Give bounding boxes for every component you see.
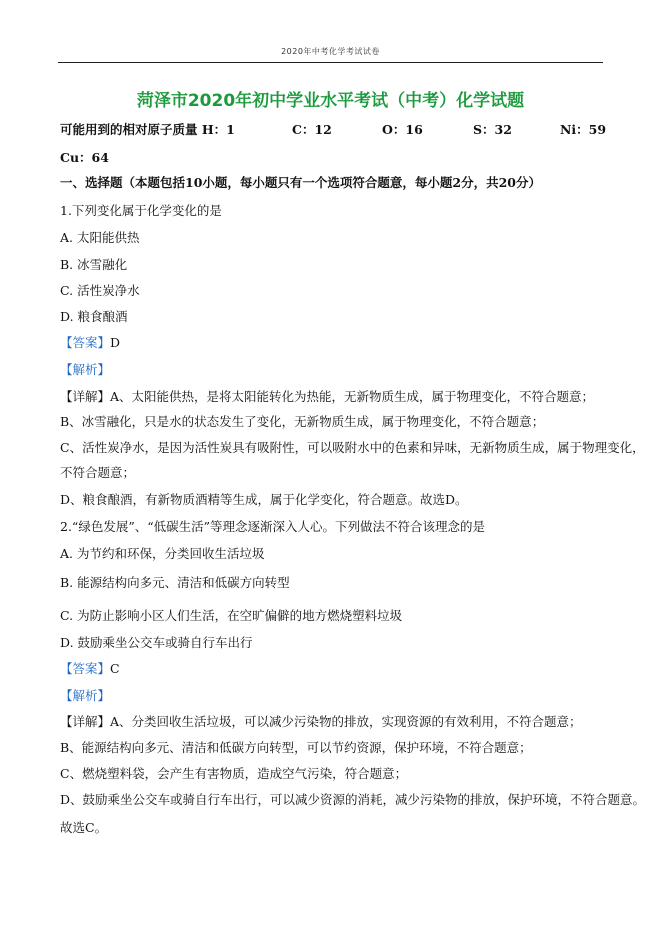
question-2-option-a: A. 为节约和环保，分类回收生活垃圾 bbox=[60, 546, 265, 561]
question-2-detail-line bbox=[60, 712, 605, 730]
answer-tag: 【答案】 bbox=[60, 335, 111, 350]
answer-value: D bbox=[110, 335, 121, 350]
atomic-mass-s: S：32 bbox=[473, 122, 512, 137]
question-1-detail-line bbox=[60, 387, 605, 405]
section-heading: 一、选择题（本题包括10小题，每小题只有一个选项符合题意，每小题2分，共20分） bbox=[60, 175, 541, 190]
detail-text: A、分类回收生活垃圾，可以减少污染物的排放，实现资源的有效利用，不符合题意； bbox=[110, 714, 582, 729]
question-1-detail-line: D、粮食酿酒，有新物质酒精等生成，属于化学变化，符合题意。故选D。 bbox=[60, 492, 468, 507]
question-2-detail-line: B、能源结构向多元、清洁和低碳方向转型，可以节约资源，保护环境，不符合题意； bbox=[60, 740, 532, 755]
question-2-detail-line: 故选C。 bbox=[60, 820, 108, 835]
detail-tag: 【详解】 bbox=[60, 714, 111, 729]
answer-tag: 【答案】 bbox=[60, 661, 111, 676]
header-divider bbox=[58, 62, 603, 63]
atomic-mass-c: C：12 bbox=[292, 122, 332, 137]
question-1-option-a: A. 太阳能供热 bbox=[60, 230, 140, 245]
detail-tag: 【详解】 bbox=[60, 389, 111, 404]
question-2-option-c: C. 为防止影响小区人们生活，在空旷偏僻的地方燃烧塑料垃圾 bbox=[60, 608, 403, 623]
atomic-mass-o: O：16 bbox=[382, 122, 423, 137]
document-title: 菏泽市2020年初中学业水平考试（中考）化学试题 bbox=[136, 91, 525, 111]
question-2-analysis-tag: 【解析】 bbox=[60, 688, 111, 703]
question-1-option-d: D. 粮食酿酒 bbox=[60, 309, 128, 324]
atomic-mass-row bbox=[60, 120, 605, 138]
question-1-stem: 1.下列变化属于化学变化的是 bbox=[60, 203, 222, 218]
page-header: 2020年中考化学考试试卷 bbox=[281, 47, 380, 56]
atomic-mass-label: 可能用到的相对原子质量 H：1 bbox=[60, 122, 235, 137]
question-1-detail-line: C、活性炭净水，是因为活性炭具有吸附性，可以吸附水中的色素和异味，无新物质生成，属于物理变化， bbox=[60, 440, 645, 455]
question-2-answer bbox=[60, 659, 605, 677]
question-2-option-b: B. 能源结构向多元、清洁和低碳方向转型 bbox=[60, 575, 290, 590]
question-2-detail-line: C、燃烧塑料袋，会产生有害物质，造成空气污染，符合题意； bbox=[60, 766, 408, 781]
atomic-mass-cu: Cu：64 bbox=[60, 150, 109, 165]
question-1-detail-line: 不符合题意； bbox=[60, 465, 136, 480]
question-1-option-b: B. 冰雪融化 bbox=[60, 257, 128, 272]
question-1-answer bbox=[60, 333, 605, 351]
question-1-detail-line: B、冰雪融化，只是水的状态发生了变化，无新物质生成，属于物理变化，不符合题意； bbox=[60, 414, 545, 429]
atomic-mass-ni: Ni：59 bbox=[560, 122, 607, 137]
answer-value: C bbox=[110, 661, 120, 676]
question-2-option-d: D. 鼓励乘坐公交车或骑自行车出行 bbox=[60, 635, 253, 650]
detail-text: A、太阳能供热，是将太阳能转化为热能，无新物质生成，属于物理变化，不符合题意； bbox=[110, 389, 595, 404]
question-1-analysis-tag: 【解析】 bbox=[60, 362, 111, 377]
question-1-option-c: C. 活性炭净水 bbox=[60, 283, 140, 298]
question-2-stem: 2.“绿色发展”、“低碳生活”等理念逐渐深入人心。下列做法不符合该理念的是 bbox=[60, 519, 485, 534]
question-2-detail-line: D、鼓励乘坐公交车或骑自行车出行，可以减少资源的消耗，减少污染物的排放，保护环境，不符合题意。 bbox=[60, 792, 646, 807]
